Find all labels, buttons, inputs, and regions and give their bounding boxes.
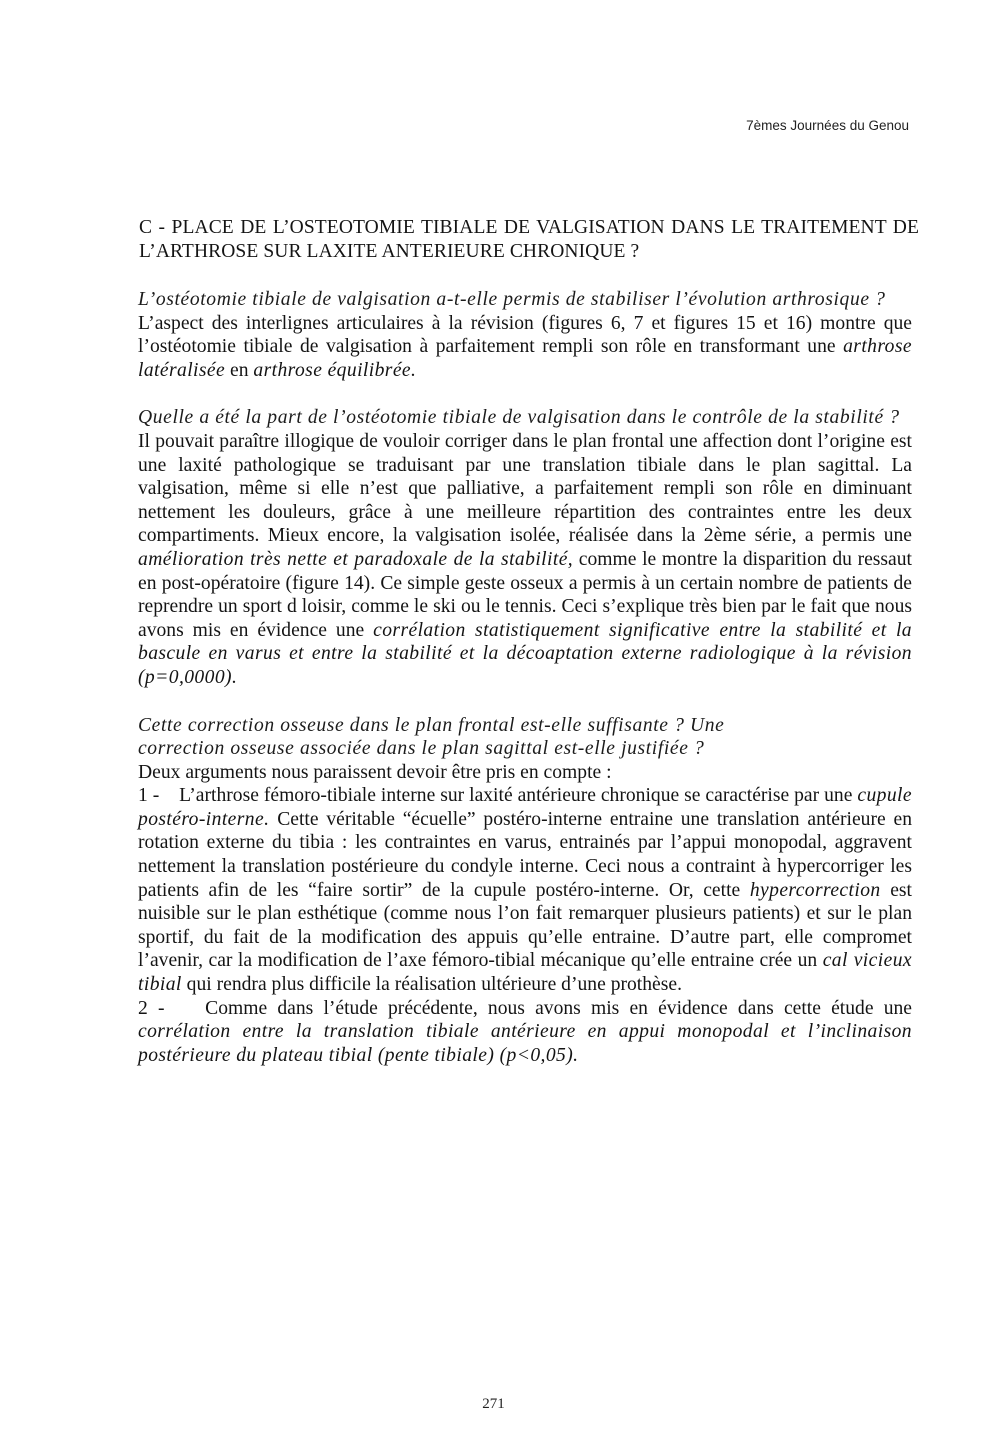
page-number: 271 [482,1396,505,1412]
question-line: Cette correction osseuse dans le plan frontal est-elle suffisante ? Une [138,714,725,736]
list-number: 2 - [138,997,165,1019]
paragraph-text: Il pouvait paraître illogique de vouloir corriger dans le plan frontal une affection dont l’origine est une laxité pathologique se traduisant par une translation tibiale dans le plan sagittal. La valgisation, même si elle n’est que palliative, a parfaitement rempli son rôle en diminuant nettement les douleurs, grâce à une meilleure répartition des contraintes entre les deux compartiments. Mieux encore, la valgisation isolée, réalisée dans la 2ème série, a permis une [138,430,912,547]
paragraph-gap [138,382,912,406]
emphasis-text: arthrose latéralisée [138,336,912,381]
paragraph-text: L’arthrose fémoro-tibiale interne sur laxité antérieure chronique se caractérise par une [179,785,858,807]
paragraph-text: Comme dans l’étude précédente, nous avons mis en évidence dans cette étude une [205,997,912,1019]
paragraph-valgisation [138,430,912,690]
arguments-intro: Deux arguments nous paraissent devoir être pris en compte : [138,761,612,783]
emphasis-text: cupule postéro-interne. [138,785,912,830]
emphasis-text: corrélation entre la translation tibiale antérieure en appui monopodal et l’inclinaison postérieure du plateau tibial (pente tibiale) (p<0,05). [138,1021,912,1066]
paragraph-text: qui rendra plus difficile la réalisation ultérieure d’une prothèse. [181,974,682,996]
argument-item-1 [138,784,912,996]
paragraph-joint-lines [138,312,912,383]
emphasis-text: hypercorrection [749,879,881,901]
paragraph-text: L’aspect des interlignes articulaires à la révision (figures 6, 7 et figures 15 et 16) montre que l’ostéotomie tibiale de valgisation à parfaitement rempli son rôle en transformant une [138,312,912,358]
list-number: 1 - [138,785,160,807]
question-line: correction osseuse associée dans le plan sagittal est-elle justifiée ? [138,738,705,760]
paragraph-gap [138,690,912,714]
argument-item-2 [138,997,912,1068]
paragraph-text: comme le montre la disparition du ressaut en post-opératoire (figure 14). Ce simple geste osseux a permis à un certain nombre de patients de reprendre un sport d loisir, comme le ski ou le tennis. Ceci s’explique très bien par le fait que nous avons mis en évidence une [138,548,912,641]
section-title: C - PLACE DE L’OSTEOTOMIE TIBIALE DE VALGISATION DANS LE TRAITEMENT DE L’ARTHROSE SUR LAXITE ANTERIEURE CHRONIQUE ? [139,217,919,262]
paragraph-text: Cette véritable “écuelle” postéro-interne entraine une translation antérieure en rotation externe du tibia : les contraintes en varus, entrainés par l’appui monopodal, aggravent nettement la translation postérieure du condyle interne. Ceci nous a contraint à hypercorriger les patients afin de les “faire sortir” de la cupule postéro-interne. Or, cette [138,808,912,901]
emphasis-text: arthrose équilibrée. [253,359,417,381]
question-stability-evolution: L’ostéotomie tibiale de valgisation a-t-elle permis de stabiliser l’évolution arthrosique ? [138,289,886,310]
emphasis-text: cal vicieux tibial [138,950,912,996]
emphasis-text: corrélation statistiquement significative entre la stabilité et la bascule en varus et entre la stabilité et la décoaptation externe radiologique à la révision (p=0,0000). [138,619,912,688]
emphasis-text: amélioration très nette et paradoxale de la stabilité, [138,548,574,570]
paragraph-text: en [225,359,254,381]
question-frontal-correction [138,714,912,761]
paragraph-text: est nuisible sur le plan esthétique (comme nous l’on fait remarquer plusieurs patients) et sur le plan sportif, du fait de la modification des appuis qu’elle entraine. D’autre part, elle compromet l’avenir, car la modification de l’axe fémoro-tibial mécanique qu’elle entraine crée un [138,879,912,972]
question-stability-control: Quelle a été la part de l’ostéotomie tibiale de valgisation dans le contrôle de la stabilité ? [138,407,900,429]
running-header: 7èmes Journées du Genou [746,118,909,133]
body-text [138,288,912,1067]
